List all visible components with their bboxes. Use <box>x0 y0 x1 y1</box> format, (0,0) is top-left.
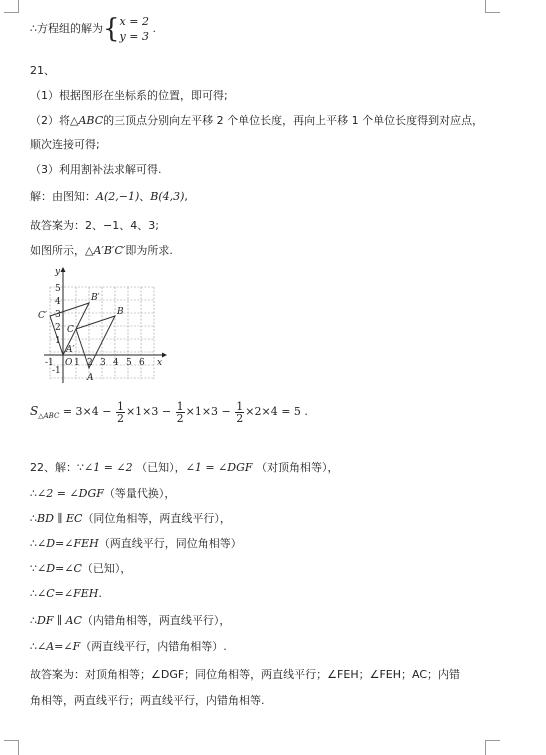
fraction-1-den: 2 <box>116 411 124 425</box>
brace-glyph: { <box>103 14 120 44</box>
y-axis-arrow <box>61 267 66 272</box>
x-tick-4: 4 <box>113 358 119 368</box>
q21-step-3: （3）利用割补法求解可得. <box>30 163 162 176</box>
q22-answer-line-2: 角相等，两直线平行；两直线平行，内错角相等. <box>30 694 265 707</box>
point-a-coords: A(2,−1) <box>96 190 140 203</box>
q21-step-2-a: （2）将 <box>30 114 70 127</box>
area-symbol: S <box>30 404 39 418</box>
therefore-symbol: ∴ <box>30 487 37 500</box>
q22-line-2-math: ∠2 = ∠DGF <box>37 487 104 500</box>
area-part-2: ×1×3 − <box>125 405 172 418</box>
area-subscript: △ABC <box>38 412 60 421</box>
fraction-3-den: 2 <box>236 411 244 425</box>
q22-head-a: 22、解：∵ <box>30 461 84 474</box>
point-a-label: A <box>87 373 94 383</box>
triangle-abc: △ABC <box>70 114 104 127</box>
q22-line-5 <box>30 562 131 576</box>
q21-number: 21、 <box>30 64 55 77</box>
point-b2-label: B′ <box>91 293 100 303</box>
equation-1: x = 2 <box>119 15 149 28</box>
q22-line-3 <box>30 512 231 526</box>
y-tick-1: 1 <box>55 336 61 346</box>
q22-line-2-reason: （等量代换）， <box>103 487 176 500</box>
q22-line-4 <box>30 537 242 551</box>
x-tick-5: 5 <box>126 358 132 368</box>
area-part-3: ×1×3 − <box>185 405 231 418</box>
coordinate-graph <box>36 265 168 387</box>
solution-suffix: . <box>152 22 156 35</box>
q21-figure-text <box>30 244 173 258</box>
q21-step-2 <box>30 114 483 128</box>
q22-line-7-reason: （内错角相等，两直线平行）， <box>81 614 231 627</box>
x-axis-label: x <box>157 358 163 368</box>
fraction-1 <box>116 401 125 424</box>
q22-line-4-math: ∠D=∠FEH <box>37 537 99 550</box>
q22-head-c: （已知）， <box>136 461 186 474</box>
q21-answer: 故答案为：2、−1、4、3; <box>30 219 159 232</box>
x-axis-arrow <box>162 353 167 358</box>
q21-solution <box>30 190 188 204</box>
q21-solution-end: , <box>184 190 188 203</box>
q21-step-1: （1）根据图形在坐标系的位置，即可得; <box>30 89 228 102</box>
solution-prefix: ∴方程组的解为 <box>30 22 103 35</box>
q21-step-2-cont: 顺次连接可得; <box>30 138 100 151</box>
q22-line-5-reason: （已知）， <box>81 562 132 575</box>
fraction-2 <box>176 401 185 424</box>
point-a2-label: A′ <box>66 345 75 355</box>
fraction-2-num: 1 <box>176 399 184 413</box>
triangle-abc-shape <box>76 316 115 368</box>
q21-figure-b: 即为所求. <box>125 244 173 257</box>
triangle-a2b2c2: △A′B′C′ <box>85 244 126 257</box>
q22-line-3-math: BD ∥ EC <box>37 512 83 525</box>
fraction-2-den: 2 <box>176 411 184 425</box>
y-tick-5: 5 <box>55 284 61 294</box>
because-symbol: ∵ <box>30 562 37 575</box>
point-c2-label: C′ <box>38 311 47 321</box>
q22-angle-eq-1: ∠1 = ∠2 <box>84 461 133 474</box>
fraction-3-num: 1 <box>236 399 244 413</box>
equation-2: y = 3 <box>119 30 149 43</box>
therefore-symbol: ∴ <box>30 614 37 627</box>
therefore-symbol: ∴ <box>30 587 37 600</box>
q22-line-8 <box>30 640 227 654</box>
q22-answer-line-1: 故答案为：对顶角相等；∠DGF；同位角相等，两直线平行；∠FEH；∠FEH；AC；内错 <box>30 668 461 681</box>
x-tick-2: 2 <box>87 358 93 368</box>
therefore-symbol: ∴ <box>30 512 37 525</box>
therefore-symbol: ∴ <box>30 640 37 653</box>
area-part-1: = 3×4 − <box>62 405 112 418</box>
q22-head <box>30 461 339 475</box>
point-b-label: B <box>117 307 124 317</box>
area-formula <box>30 398 308 429</box>
x-tick-neg1: -1 <box>45 358 54 368</box>
q22-line-8-math: ∠A=∠F <box>37 640 81 653</box>
solution-line <box>30 14 156 44</box>
crop-mark-top-right <box>485 0 500 13</box>
therefore-symbol: ∴ <box>30 537 37 550</box>
q21-step-2-b: 的三顶点分别向左平移 2 个单位长度，再向上平移 1 个单位长度得到对应点， <box>103 114 484 127</box>
y-axis-label: y <box>55 267 61 277</box>
area-part-4: ×2×4 = 5 . <box>245 405 308 418</box>
q22-head-e: （对顶角相等）， <box>256 461 339 474</box>
point-b-coords: B(4,3) <box>150 190 185 203</box>
y-tick-neg1: -1 <box>52 366 61 376</box>
q22-line-3-reason: （同位角相等，两直线平行）， <box>82 512 231 525</box>
x-tick-3: 3 <box>100 358 106 368</box>
point-c-label: C <box>67 325 74 335</box>
q22-line-4-reason: （两直线平行，同位角相等） <box>98 537 242 550</box>
y-tick-3: 3 <box>55 310 61 320</box>
q22-angle-eq-2: ∠1 = ∠DGF <box>185 461 253 474</box>
q22-line-6-math: ∠C=∠FEH <box>37 587 99 600</box>
q22-line-8-reason: （两直线平行，内错角相等）. <box>80 640 227 653</box>
x-tick-1: 1 <box>74 358 80 368</box>
fraction-3 <box>235 401 244 424</box>
x-tick-6: 6 <box>139 358 145 368</box>
q22-line-5-math: ∠D=∠C <box>37 562 82 575</box>
q22-line-2 <box>30 487 175 501</box>
crop-mark-top-left <box>4 0 19 13</box>
q22-line-7-math: DF ∥ AC <box>37 614 82 627</box>
fraction-1-num: 1 <box>116 399 124 413</box>
origin-label: O <box>65 358 73 368</box>
q22-line-7 <box>30 614 230 628</box>
y-tick-2: 2 <box>55 323 61 333</box>
q21-figure-a: 如图所示， <box>30 244 85 257</box>
q21-solution-a: 解：由图知： <box>30 190 96 203</box>
q22-line-6 <box>30 587 102 601</box>
y-tick-4: 4 <box>55 297 61 307</box>
q22-line-6-end: . <box>98 587 102 600</box>
q21-solution-sep: 、 <box>139 190 151 203</box>
equation-system <box>120 14 149 44</box>
